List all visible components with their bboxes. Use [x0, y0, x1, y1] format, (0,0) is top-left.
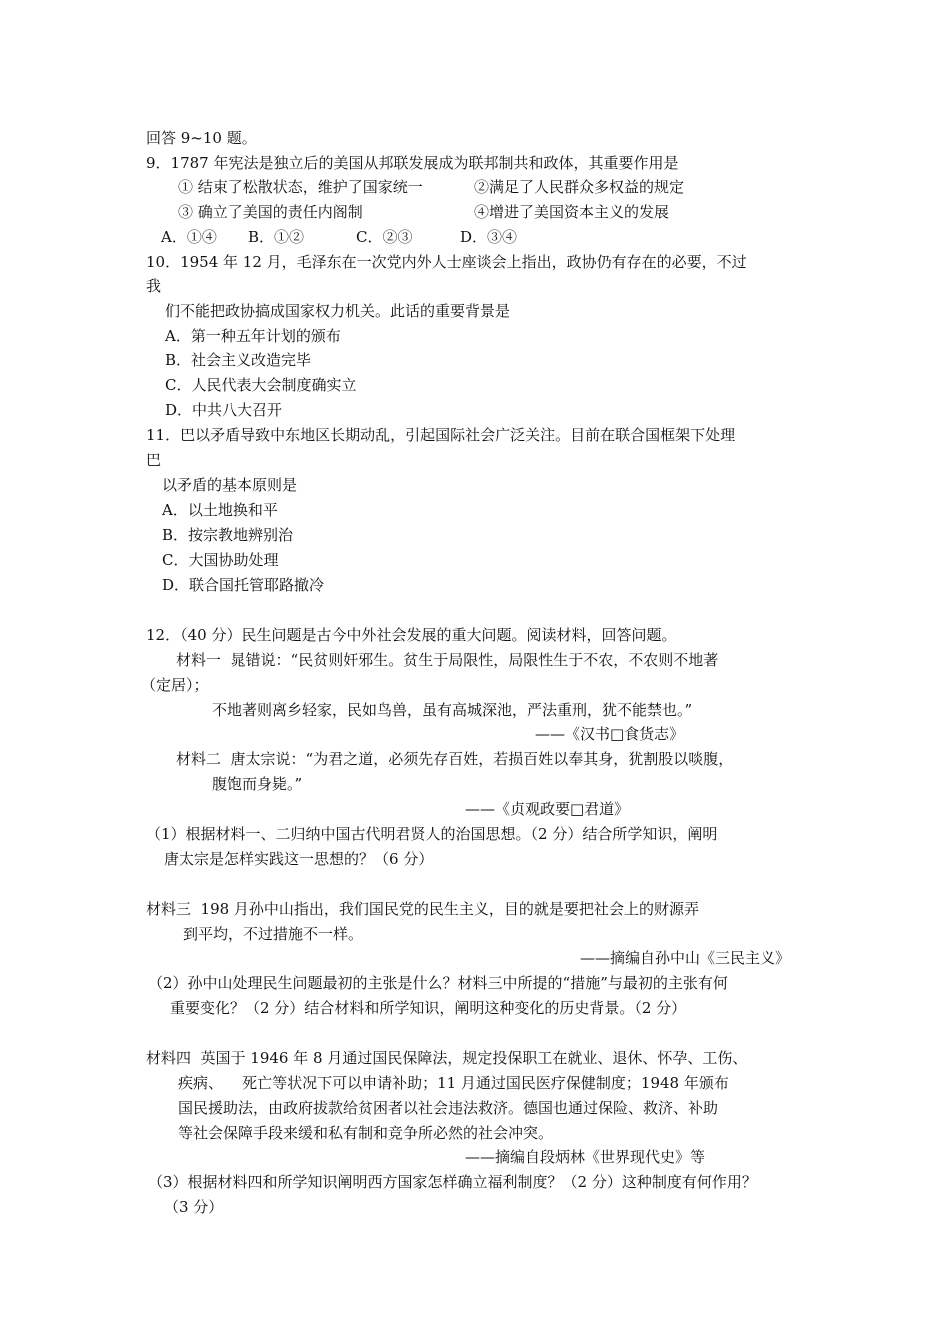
q12-material-4-line-1: 材料四 英国于 1946 年 8 月通过国民保障法，规定投保职工在就业、退休、怀孕、工伤、 [146, 1049, 748, 1067]
q9-stem: 9．1787 年宪法是独立后的美国从邦联发展成为联邦制共和政体，其重要作用是 [146, 154, 679, 172]
q12-subquestion-2-line-1: （2）孙中山处理民生问题最初的主张是什么？材料三中所提的“措施”与最初的主张有何 [148, 974, 728, 992]
q12-stem: 12．（40 分）民生问题是古今中外社会发展的重大问题。阅读材料，回答问题。 [146, 626, 677, 644]
q12-subquestion-2-line-2: 重要变化？（2 分）结合材料和所学知识，阐明这种变化的历史背景。（2 分） [170, 999, 687, 1017]
q10-option-c: C．人民代表大会制度确实立 [165, 376, 357, 394]
q9-choice-c: C．②③ [356, 228, 413, 246]
q9-choice-b: B．①② [248, 228, 305, 246]
q12-material-4-line-4: 等社会保障手段来缓和私有制和竞争所必然的社会冲突。 [178, 1124, 554, 1142]
q9-option-1: ① 结束了松散状态，维护了国家统一 [178, 178, 423, 196]
q10-option-b: B．社会主义改造完毕 [165, 351, 312, 369]
q11-option-c: C．大国协助处理 [162, 551, 279, 569]
q10-option-d: D．中共八大召开 [165, 401, 283, 419]
q12-material-4-line-3: 国民援助法，由政府拔款给贫困者以社会违法救济。德国也通过保险、救济、补助 [178, 1099, 719, 1117]
intro-line: 回答 9~10 题。 [146, 129, 257, 147]
q10-stem-line-1: 10．1954 年 12 月，毛泽东在一次党内外人士座谈会上指出，政协仍有存在的必要，不过 [146, 253, 747, 271]
q10-stem-line-2: 我 [146, 277, 162, 295]
q9-option-3: ③ 确立了美国的责任内阁制 [178, 203, 363, 221]
q9-option-2: ②满足了人民群众多权益的规定 [474, 178, 685, 196]
q12-material-2-line-2: 腹饱而身毙。” [212, 775, 303, 793]
q12-subquestion-3-line-1: （3）根据材料四和所学知识阐明西方国家怎样确立福利制度？（2 分）这种制度有何作用？ [148, 1173, 757, 1191]
q11-option-b: B．按宗教地辨别治 [162, 526, 294, 544]
q12-material-1-line-3: 不地著则离乡轻家，民如鸟兽，虽有高城深池，严法重刑，犹不能禁也。” [212, 701, 693, 719]
q10-option-a: A．第一种五年计划的颁布 [165, 327, 341, 345]
q11-option-d: D．联合国托管耶路撤冷 [162, 576, 325, 594]
q12-material-3-source: ——摘编自孙中山《三民主义》 [580, 949, 791, 967]
q12-material-1-line-1: 材料一 晁错说：“民贫则奸邪生。贫生于局限性，局限性生于不农，不农则不地著 [176, 651, 719, 669]
q12-subquestion-3-line-2: （3 分） [164, 1198, 224, 1216]
q11-option-a: A．以土地换和平 [162, 501, 278, 519]
q12-material-1-line-2: （定居）； [141, 676, 209, 694]
q12-subquestion-1-line-2: 唐太宗是怎样实践这一思想的？（6 分） [164, 850, 434, 868]
q12-material-1-source: ——《汉书□食货志》 [535, 725, 685, 743]
q12-subquestion-1-line-1: （1）根据材料一、二归纳中国古代明君贤人的治国思想。（2 分）结合所学知识，阐明 [146, 825, 718, 843]
q12-material-3-line-1: 材料三 198 月孙中山指出，我们国民党的民生主义，目的就是要把社会上的财源弄 [146, 900, 699, 918]
q12-material-4-line-2: 疾病、 死亡等状况下可以申请补助；11 月通过国民医疗保健制度；1948 年颁布 [178, 1074, 729, 1092]
q11-stem-line-3: 以矛盾的基本原则是 [162, 476, 298, 494]
q10-stem-line-3: 们不能把政协搞成国家权力机关。此话的重要背景是 [165, 302, 511, 320]
q11-stem-line-1: 11．巴以矛盾导致中东地区长期动乱，引起国际社会广泛关注。目前在联合国框架下处理 [146, 426, 736, 444]
q11-stem-line-2: 巴 [146, 451, 162, 469]
q12-material-2-line-1: 材料二 唐太宗说：“为君之道，必须先存百姓，若损百姓以奉其身，犹割股以啖腹， [176, 750, 734, 768]
q9-choice-a: A．①④ [161, 228, 217, 246]
q9-choice-d: D．③④ [460, 228, 518, 246]
q9-option-4: ④增进了美国资本主义的发展 [474, 203, 670, 221]
q12-material-2-source: ——《贞观政要□君道》 [465, 800, 630, 818]
q12-material-4-source: ——摘编自段炳林《世界现代史》等 [465, 1148, 706, 1166]
q12-material-3-line-2: 到平均，不过措施不一样。 [183, 925, 364, 943]
